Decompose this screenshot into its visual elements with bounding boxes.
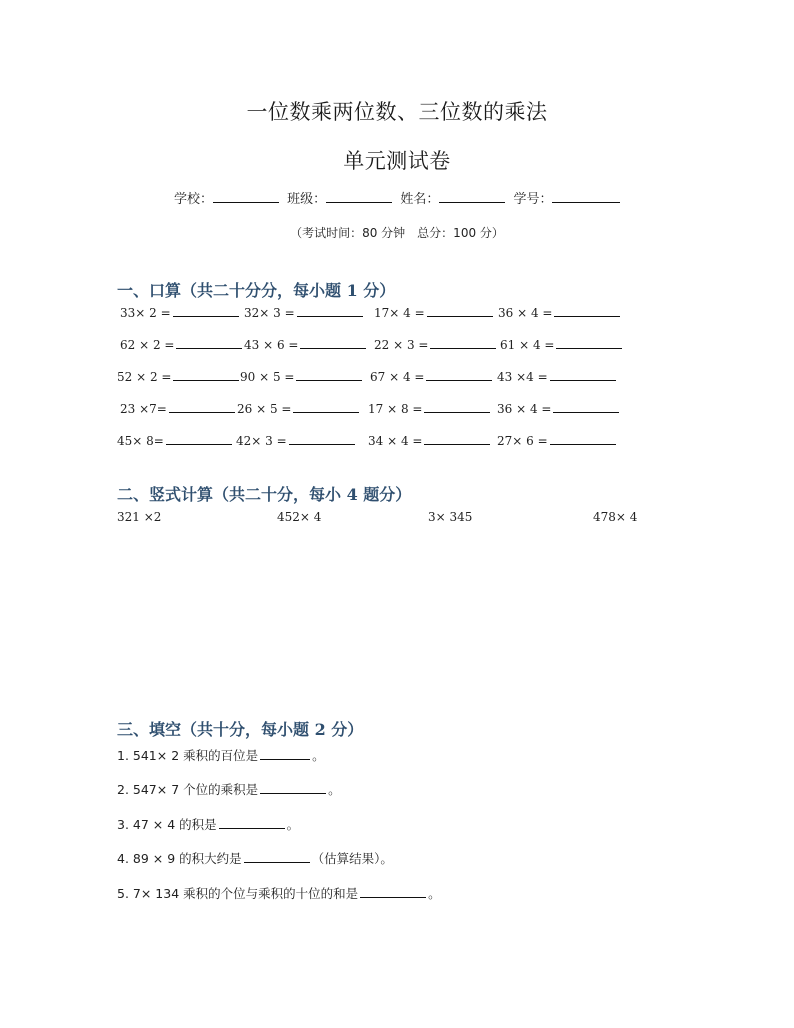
answer-blank[interactable] — [173, 369, 239, 381]
answer-blank[interactable] — [166, 433, 232, 445]
oral-item: 32× 3 = — [244, 305, 363, 320]
info-field-class: 班级： — [287, 188, 392, 207]
oral-item: 26 × 5 = — [237, 401, 359, 416]
oral-item: 52 × 2 = — [117, 369, 239, 384]
answer-blank[interactable] — [176, 337, 242, 349]
oral-item: 27× 6 = — [497, 433, 616, 448]
answer-blank[interactable] — [219, 817, 285, 829]
oral-item: 43 ×4 = — [497, 369, 616, 384]
answer-blank[interactable] — [360, 886, 426, 898]
school-blank[interactable] — [213, 190, 279, 203]
info-field-student-id: 学号： — [513, 188, 620, 207]
oral-item: 61 × 4 = — [500, 337, 622, 352]
answer-blank[interactable] — [426, 369, 492, 381]
student-id-blank[interactable] — [552, 190, 620, 203]
oral-item: 36 × 4 = — [497, 401, 619, 416]
name-blank[interactable] — [439, 190, 505, 203]
student-info-row — [174, 188, 634, 207]
info-field-school: 学校： — [174, 188, 279, 207]
oral-row — [0, 369, 794, 389]
oral-row — [0, 433, 794, 453]
fill-item: 3. 47 × 4 的积是 。 — [117, 817, 300, 832]
oral-row — [0, 305, 794, 325]
answer-blank[interactable] — [173, 305, 239, 317]
page-title: 一位数乘两位数、三位数的乘法 — [246, 100, 548, 124]
fill-item: 2. 547× 7 个位的乘积是 。 — [117, 782, 341, 797]
answer-blank[interactable] — [427, 305, 493, 317]
oral-item: 33× 2 = — [120, 305, 239, 320]
oral-item: 43 × 6 = — [244, 337, 366, 352]
fill-item: 5. 7× 134 乘积的个位与乘积的十位的和是 。 — [117, 886, 441, 901]
answer-blank[interactable] — [169, 401, 235, 413]
answer-blank[interactable] — [293, 401, 359, 413]
oral-item: 90 × 5 = — [240, 369, 362, 384]
oral-item: 45× 8= — [117, 433, 232, 448]
section-heading-vertical: 二、竖式计算（共二十分，每小 4 题分） — [117, 485, 412, 504]
answer-blank[interactable] — [244, 851, 310, 863]
exam-meta: （考试时间：80 分钟 总分：100 分） — [290, 226, 504, 240]
oral-item: 67 × 4 = — [370, 369, 492, 384]
answer-blank[interactable] — [260, 748, 310, 760]
oral-item: 42× 3 = — [236, 433, 355, 448]
oral-item: 17 × 8 = — [368, 401, 490, 416]
answer-blank[interactable] — [553, 401, 619, 413]
info-field-name: 姓名： — [400, 188, 505, 207]
answer-blank[interactable] — [556, 337, 622, 349]
section-heading-fill: 三、填空（共十分，每小题 2 分） — [117, 720, 364, 739]
answer-blank[interactable] — [297, 305, 363, 317]
answer-blank[interactable] — [296, 369, 362, 381]
answer-blank[interactable] — [289, 433, 355, 445]
oral-item: 36 × 4 = — [498, 305, 620, 320]
fill-item: 4. 89 × 9 的积大约是 （估算结果）。 — [117, 851, 393, 866]
answer-blank[interactable] — [300, 337, 366, 349]
fill-item: 1. 541× 2 乘积的百位是 。 — [117, 748, 325, 763]
answer-blank[interactable] — [424, 433, 490, 445]
oral-item: 17× 4 = — [374, 305, 493, 320]
class-blank[interactable] — [326, 190, 392, 203]
vertical-calc-item: 478× 4 — [593, 510, 638, 524]
answer-blank[interactable] — [550, 369, 616, 381]
oral-item: 34 × 4 = — [368, 433, 490, 448]
oral-item: 62 × 2 = — [120, 337, 242, 352]
page-subtitle: 单元测试卷 — [343, 149, 451, 173]
answer-blank[interactable] — [554, 305, 620, 317]
answer-blank[interactable] — [260, 782, 326, 794]
vertical-calc-item: 321 ×2 — [117, 510, 162, 524]
oral-row — [0, 337, 794, 357]
answer-blank[interactable] — [424, 401, 490, 413]
answer-blank[interactable] — [550, 433, 616, 445]
oral-item: 23 ×7= — [120, 401, 235, 416]
vertical-calc-item: 452× 4 — [277, 510, 322, 524]
vertical-calc-item: 3× 345 — [428, 510, 473, 524]
answer-blank[interactable] — [430, 337, 496, 349]
oral-item: 22 × 3 = — [374, 337, 496, 352]
oral-row — [0, 401, 794, 421]
section-heading-oral: 一、口算（共二十分分，每小题 1 分） — [117, 281, 396, 300]
